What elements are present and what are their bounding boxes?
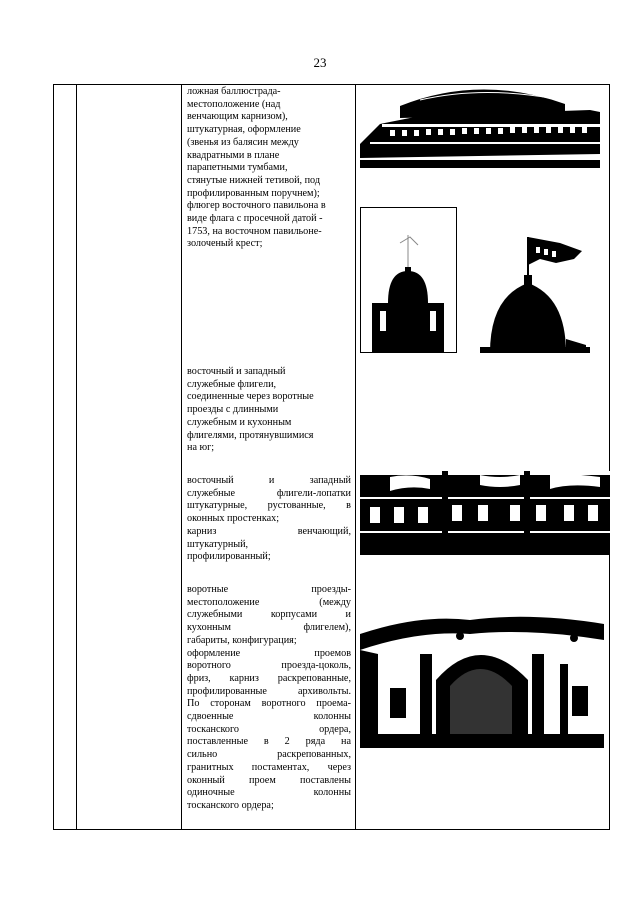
text-balustrade: ложная баллюстрада- местоположение (над венчающим карнизом), штукатурная, оформление (звенья из балясин между квадратными в плане парапетными тумбами, стянутые нижней тетивой, под профилированным поручнем); флюгер восточного павильона в виде флага с просечной датой - 1753, на восточном павильоне- золоченый крест; — [187, 86, 326, 250]
table-border-right — [609, 84, 610, 830]
column-divider — [355, 84, 356, 830]
gate-arch-photo — [360, 594, 604, 748]
column-divider — [181, 84, 182, 830]
text-gates: воротные проезды- местоположение (между служебными корпусами и кухонным флигелем), габариты, конфигурация; оформление проемов воротного проезда-цоколь, фриз, карниз раскрепованные, профилированные архивольты. По сторонам воротного проема- сдвоенные колонны тосканского ордера, поставленные в 2 ряда на сильно раскрепованных, гранитных постаментах, через оконный проем поставлены одиночные колонны тосканского ордера; — [187, 584, 351, 811]
balustrade-photo — [360, 84, 600, 168]
text-wings-detail: восточный и западный служебные флигели-лопатки штукатурные, рустованные, в оконных простенках; карниз венчающий, штукатурный, профилированный; — [187, 475, 351, 563]
page-number: 23 — [313, 55, 327, 70]
text-service-wings: восточный и западный служебные флигели, соединенные через воротные проезды с длинными служебным и кухонным флигелями, протянувшимися на юг; — [187, 366, 314, 454]
table-border-bottom — [53, 829, 610, 830]
column-divider — [76, 84, 77, 830]
monument-table — [53, 84, 610, 830]
service-wings-photo — [360, 471, 610, 555]
table-border-left — [53, 84, 54, 830]
weathervane-domes-photo — [360, 207, 600, 353]
